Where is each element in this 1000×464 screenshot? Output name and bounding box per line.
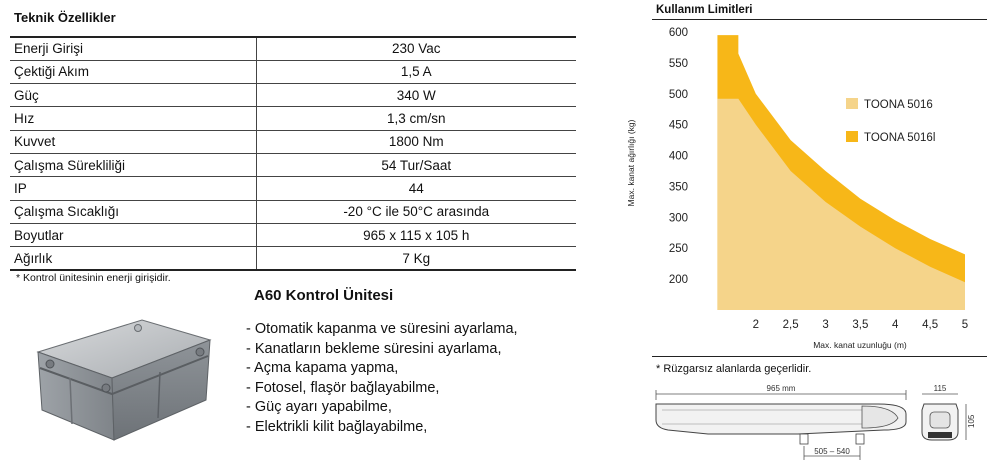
feature-item: - Fotosel, flaşör bağlayabilme, <box>246 379 440 396</box>
spec-value: 1,5 A <box>256 60 576 83</box>
spec-row <box>10 223 576 246</box>
y-tick-label: 450 <box>668 119 688 132</box>
spec-label: Kuvvet <box>10 130 256 153</box>
feature-item: - Güç ayarı yapabilme, <box>246 399 392 416</box>
specs-table <box>10 36 576 271</box>
y-tick-label: 400 <box>668 150 688 163</box>
specs-footnote: * Kontrol ünitesinin enerji girişidir. <box>16 272 171 284</box>
chart-bottom-rule <box>652 356 987 357</box>
spec-label: Çektiği Akım <box>10 60 256 83</box>
y-tick-label: 200 <box>668 274 688 287</box>
legend-swatch <box>846 131 858 142</box>
y-tick-label: 550 <box>668 57 688 70</box>
height-label: 105 <box>967 414 976 428</box>
spec-label: IP <box>10 177 256 200</box>
dimension-drawing <box>648 380 993 464</box>
spec-value: 54 Tur/Saat <box>256 153 576 176</box>
y-tick-label: 300 <box>668 212 688 225</box>
spec-label: Güç <box>10 84 256 107</box>
feature-item: - Otomatik kapanma ve süresini ayarlama, <box>246 321 518 337</box>
y-tick-label: 500 <box>668 88 688 101</box>
legend-label: TOONA 5016l <box>864 132 936 144</box>
spec-row <box>10 177 576 200</box>
x-tick-label: 4 <box>892 319 899 331</box>
length-label: 965 mm <box>766 384 796 393</box>
x-tick-label: 2,5 <box>782 319 799 331</box>
spec-value: 1,3 cm/sn <box>256 107 576 130</box>
spec-row <box>10 84 576 107</box>
legend-label: TOONA 5016 <box>864 99 933 111</box>
spec-value: 965 x 115 x 105 h <box>256 223 576 246</box>
spec-value: 44 <box>256 177 576 200</box>
control-unit-title: A60 Kontrol Ünitesi <box>254 287 394 304</box>
control-unit-image <box>30 300 216 450</box>
legend-swatch <box>846 98 858 109</box>
spec-label: Enerji Girişi <box>10 37 256 60</box>
spec-label: Çalışma Sıcaklığı <box>10 200 256 223</box>
chart-top-rule <box>652 19 987 20</box>
spec-label: Hız <box>10 107 256 130</box>
chart-footnote: * Rüzgarsız alanlarda geçerlidir. <box>656 363 812 375</box>
spec-value: 340 W <box>256 84 576 107</box>
bracket-dim-label: 505 – 540 <box>814 447 850 456</box>
spec-row <box>10 200 576 223</box>
usage-limits-chart <box>620 22 990 352</box>
y-tick-label: 250 <box>668 243 688 256</box>
spec-row <box>10 153 576 176</box>
spec-value: 230 Vac <box>256 37 576 60</box>
y-tick-label: 350 <box>668 181 688 194</box>
spec-row <box>10 60 576 83</box>
spec-value: -20 °C ile 50°C arasında <box>256 200 576 223</box>
x-tick-label: 3,5 <box>852 319 869 331</box>
feature-item: - Açma kapama yapma, <box>246 360 399 377</box>
front-bracket <box>800 434 808 444</box>
chart-title: Kullanım Limitleri <box>656 4 753 16</box>
spec-row <box>10 130 576 153</box>
x-tick-label: 4,5 <box>922 319 939 331</box>
x-tick-label: 2 <box>752 319 759 331</box>
x-tick-label: 5 <box>961 319 969 331</box>
spec-value: 7 Kg <box>256 247 576 270</box>
spec-row <box>10 247 576 270</box>
spec-row <box>10 107 576 130</box>
x-tick-label: 3 <box>822 319 829 331</box>
spec-value: 1800 Nm <box>256 130 576 153</box>
spec-label: Çalışma Sürekliliği <box>10 153 256 176</box>
spec-row <box>10 37 576 60</box>
y-tick-label: 600 <box>668 27 688 39</box>
rear-bracket <box>856 434 864 444</box>
y-axis-label: Max. kanat ağırlığı (kg) <box>626 119 636 207</box>
spec-label: Ağırlık <box>10 247 256 270</box>
feature-item: - Elektrikli kilit bağlayabilme, <box>246 418 428 435</box>
control-unit-features <box>246 320 518 438</box>
x-axis-label: Max. kanat uzunluğu (m) <box>813 340 907 350</box>
width-label: 115 <box>933 384 947 393</box>
spec-label: Boyutlar <box>10 223 256 246</box>
specs-title: Teknik Özellikler <box>14 10 116 25</box>
feature-item: - Kanatların bekleme süresini ayarlama, <box>246 340 502 357</box>
